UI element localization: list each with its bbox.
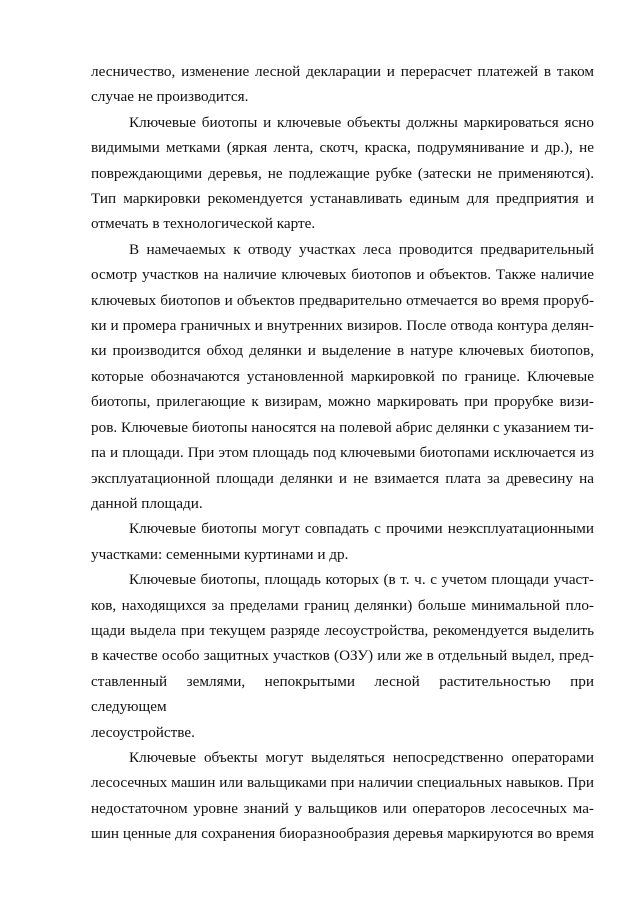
- text-line: ставленный землями, непокрытыми лесной растительностью при следующем: [91, 672, 594, 716]
- text-line: Ключевые объекты могут выделяться непосредственно операторами: [129, 748, 594, 766]
- document-page: [91, 59, 594, 847]
- paragraph: [91, 745, 594, 847]
- text-line: случае не производится.: [91, 88, 249, 106]
- text-line: ключевых биотопов и объектов предварительно отмечается во время проруб-: [91, 291, 594, 309]
- text-line: В намечаемых к отводу участках леса проводится предварительный: [129, 240, 594, 258]
- text-line: Ключевые биотопы, площадь которых (в т. ч. с учетом площади участ-: [129, 571, 594, 589]
- text-line: лесничество, изменение лесной декларации и перерасчет платежей в таком: [91, 63, 594, 80]
- text-line: па и площади. При этом площадь под ключевыми биотопами исключается из: [91, 444, 594, 462]
- text-line: данной площади.: [91, 494, 203, 512]
- paragraph: [91, 237, 594, 516]
- text-line: повреждающими деревья, не подлежащие рубке (затески не применяются).: [91, 164, 594, 182]
- text-line: которые обозначаются установленной маркировкой по границе. Ключевые: [91, 367, 594, 385]
- paragraph: [91, 516, 594, 567]
- text-line: отмечать в технологической карте.: [91, 215, 316, 233]
- text-line: эксплуатационной площади делянки и не взимается плата за древесину на: [91, 469, 594, 487]
- text-line: ки производится обход делянки и выделение в натуре ключевых биотопов,: [91, 342, 594, 360]
- text-line: Ключевые биотопы и ключевые объекты должны маркироваться ясно: [129, 113, 594, 131]
- text-line: Ключевые биотопы могут совпадать с прочими неэксплуатационными: [129, 520, 594, 538]
- text-line: щади выдела при текущем разряде лесоустройства, рекомендуется выделить: [91, 621, 594, 639]
- text-line: шин ценные для сохранения биоразнообразия деревья маркируются во время: [91, 825, 594, 843]
- paragraph: [91, 567, 594, 745]
- text-line: Тип маркировки рекомендуется устанавливать единым для предприятия и: [91, 190, 594, 208]
- paragraph: [91, 110, 594, 237]
- text-line: в качестве особо защитных участков (ОЗУ) или же в отдельный выдел, пред-: [91, 647, 594, 665]
- text-line: участками: семенными куртинами и др.: [91, 545, 349, 563]
- text-line: недостаточном уровне знаний у вальщиков или операторов лесосечных ма-: [91, 799, 594, 817]
- text-line: биотопы, прилегающие к визирам, можно маркировать при прорубке визи-: [91, 393, 594, 411]
- text-line: лесоустройстве.: [91, 723, 195, 741]
- text-line: ров. Ключевые биотопы наносятся на полевой абрис делянки с указанием ти-: [91, 418, 594, 436]
- text-line: видимыми метками (яркая лента, скотч, краска, подрумянивание и др.), не: [91, 139, 594, 157]
- paragraph: [91, 59, 594, 110]
- text-line: осмотр участков на наличие ключевых биотопов и объектов. Также наличие: [91, 266, 594, 284]
- text-line: ки и промера граничных и внутренних визиров. После отвода контура делян-: [91, 317, 594, 335]
- text-line: ков, находящихся за пределами границ делянки) больше минимальной пло-: [91, 596, 594, 614]
- text-line: лесосечных машин или вальщиками при наличии специальных навыков. При: [91, 774, 594, 792]
